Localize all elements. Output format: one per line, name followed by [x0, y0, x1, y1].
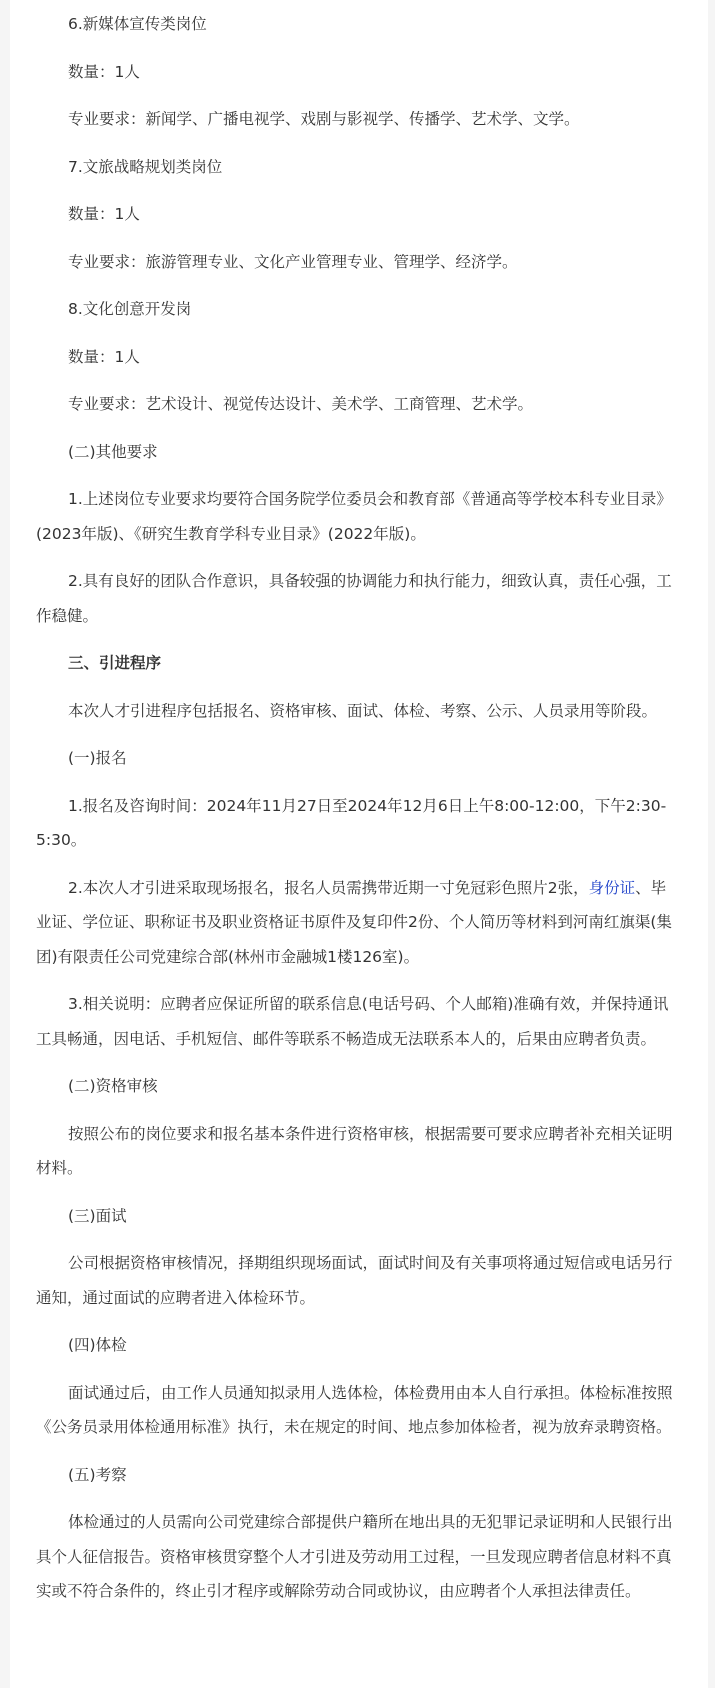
- paragraph: 2.具有良好的团队合作意识，具备较强的协调能力和执行能力，细致认真，责任心强，工作稳健。: [36, 572, 672, 625]
- paragraph: (四)体检: [68, 1336, 127, 1354]
- paragraph: 专业要求：艺术设计、视觉传达设计、美术学、工商管理、艺术学。: [68, 395, 534, 413]
- paragraph: 1.上述岗位专业要求均要符合国务院学位委员会和教育部《普通高等学校本科专业目录》(2023年版)、《研究生教育学科专业目录》(2022年版)。: [36, 490, 672, 543]
- paragraph: 专业要求：新闻学、广播电视学、戏剧与影视学、传播学、艺术学、文学。: [68, 110, 580, 128]
- paragraph: (三)面试: [68, 1206, 127, 1225]
- paragraph: 面试通过后，由工作人员通知拟录用人选体检，体检费用由本人自行承担。体检标准按照《公务员录用体检通用标准》执行，未在规定的时间、地点参加体检者，视为放弃录聘资格。: [36, 1383, 673, 1436]
- paragraph: (二)资格审核: [68, 1077, 158, 1095]
- paragraph-text: 、毕业证、学位证、职称证书及职业资格证书原件及复印件2份、个人简历等材料到河南红旗渠(集团)有限责任公司党建综合部(林州市金融城1楼126室)。: [36, 878, 672, 966]
- article-page: [10, 0, 708, 1688]
- paragraph: 8.文化创意开发岗: [68, 300, 192, 318]
- paragraph: 数量：1人: [68, 347, 140, 366]
- paragraph: [36, 871, 678, 975]
- paragraph: 3.相关说明：应聘者应保证所留的联系信息(电话号码、个人邮箱)准确有效，并保持通讯工具畅通，因电话、手机短信、邮件等联系不畅造成无法联系本人的，后果由应聘者负责。: [36, 995, 669, 1048]
- paragraph: (一)报名: [68, 749, 127, 767]
- paragraph: 数量：1人: [68, 62, 140, 81]
- paragraph: 专业要求：旅游管理专业、文化产业管理专业、管理学、经济学。: [68, 252, 518, 271]
- section-heading: 三、引进程序: [68, 654, 162, 672]
- paragraph: 本次人才引进程序包括报名、资格审核、面试、体检、考察、公示、人员录用等阶段。: [68, 701, 658, 720]
- paragraph: 按照公布的岗位要求和报名基本条件进行资格审核，根据需要可要求应聘者补充相关证明材料。: [36, 1124, 673, 1177]
- paragraph-text: 2.本次人才引进采取现场报名，报名人员需携带近期一寸免冠彩色照片2张，: [68, 878, 589, 897]
- paragraph: 7.文旅战略规划类岗位: [68, 157, 223, 176]
- paragraph: (五)考察: [68, 1465, 127, 1484]
- paragraph: 1.报名及咨询时间：2024年11月27日至2024年12月6日上午8:00-12:00，下午2:30-5:30。: [36, 796, 667, 849]
- paragraph: (二)其他要求: [68, 442, 158, 461]
- paragraph: 6.新媒体宣传类岗位: [68, 15, 207, 33]
- paragraph: 体检通过的人员需向公司党建综合部提供户籍所在地出具的无犯罪记录证明和人民银行出具个人征信报告。资格审核贯穿整个人才引进及劳动用工过程，一旦发现应聘者信息材料不真实或不符合条件的，终止引才程序或解除劳动合同或协议，由应聘者个人承担法律责任。: [36, 1513, 673, 1600]
- id-card-link[interactable]: 身份证: [588, 878, 636, 897]
- paragraph: 公司根据资格审核情况，择期组织现场面试，面试时间及有关事项将通过短信或电话另行通知，通过面试的应聘者进入体检环节。: [36, 1254, 673, 1307]
- paragraph: 数量：1人: [68, 205, 140, 223]
- article-body: [36, 7, 678, 1622]
